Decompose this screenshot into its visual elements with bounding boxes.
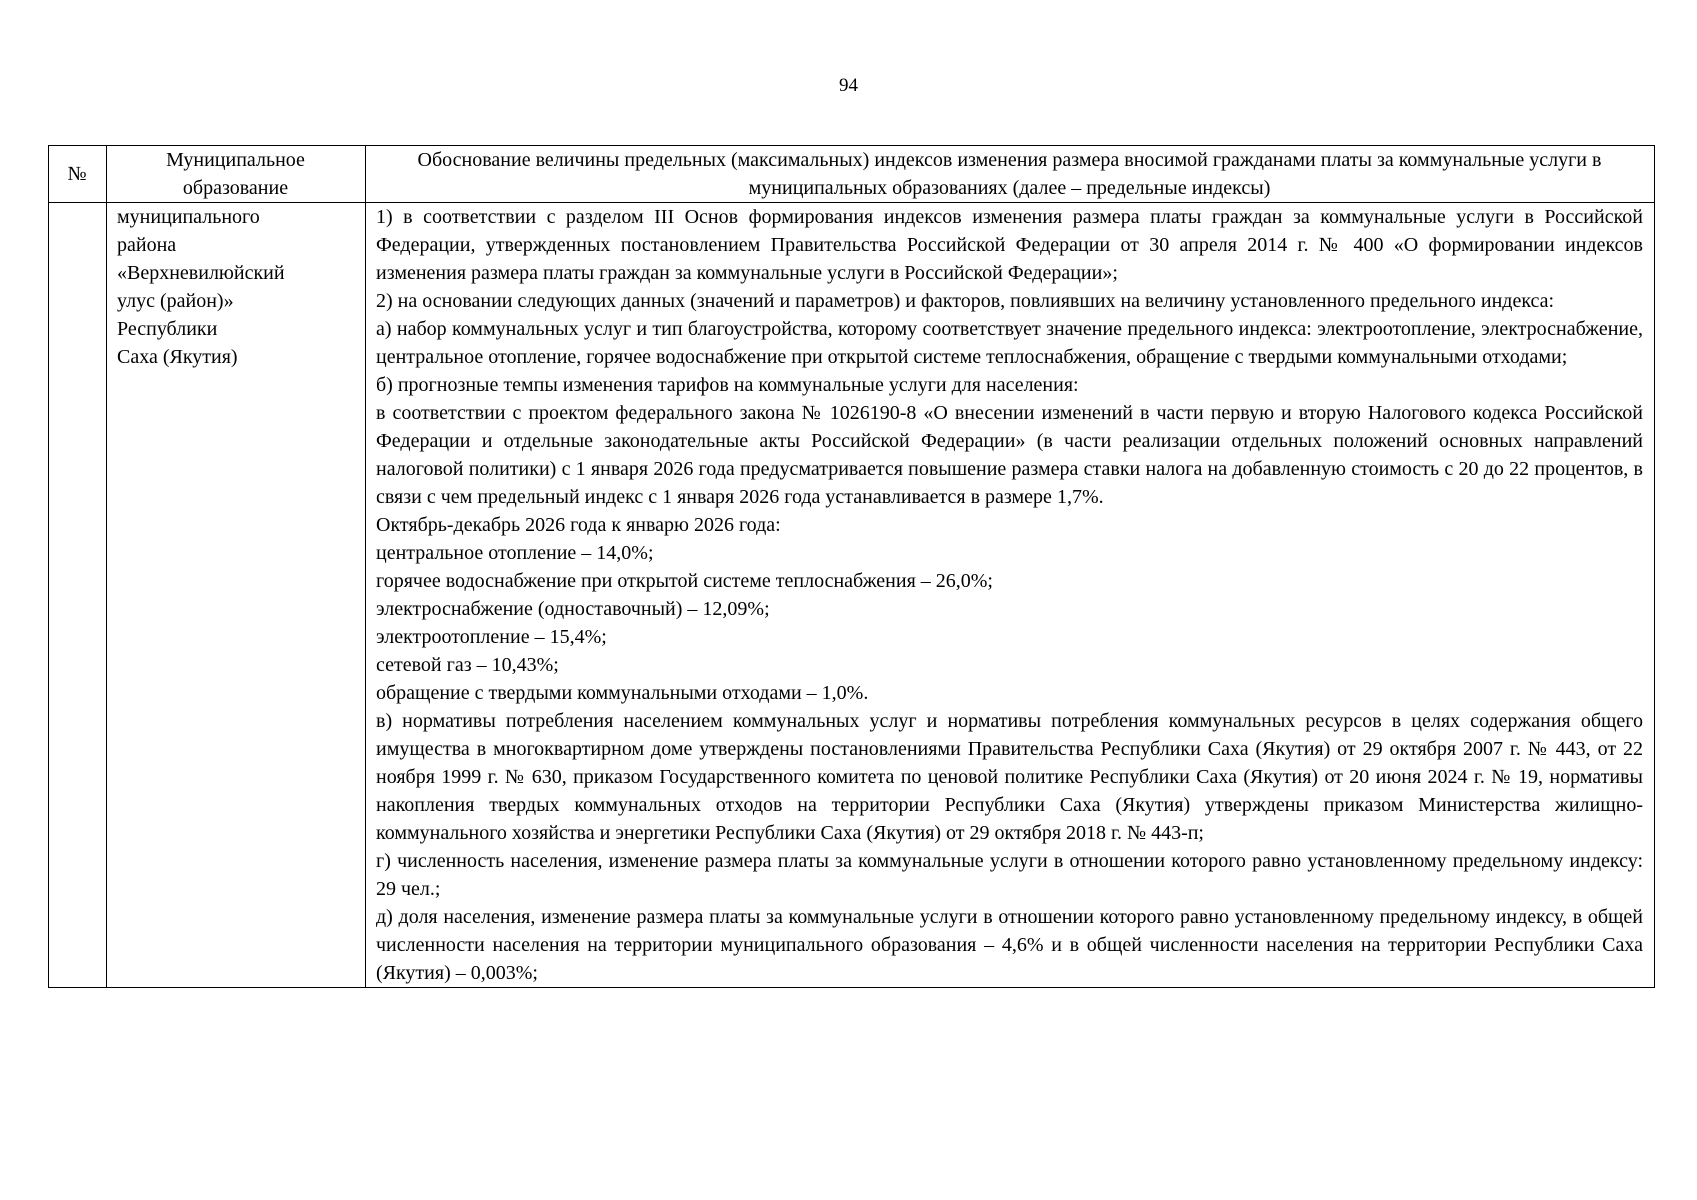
paragraph-period: Октябрь-декабрь 2026 года к январю 2026 года: bbox=[376, 514, 781, 536]
row-number-cell bbox=[49, 203, 107, 988]
header-number: № bbox=[49, 146, 107, 203]
table-row bbox=[49, 203, 1655, 988]
justification-cell bbox=[366, 203, 1655, 988]
table-header-row bbox=[49, 146, 1655, 203]
header-justification: Обоснование величины предельных (максимальных) индексов изменения размера вносимой гражданами платы за коммунальные услуги в муниципальных образованиях (далее – предельные индексы) bbox=[366, 146, 1655, 203]
paragraph-population-count: г) численность населения, изменение размера платы за коммунальные услуги в отношении которого равно установленному предельному индексу: 29 чел.; bbox=[376, 850, 1643, 900]
header-municipality: Муниципальное образование bbox=[107, 146, 366, 203]
municipality-line: муниципального bbox=[117, 206, 260, 228]
paragraph-services-set: а) набор коммунальных услуг и тип благоустройства, которому соответствует значение предельного индекса: электроотопление, электроснабжение, центральное отопление, горячее водоснабжение при открытой системе теплоснабжения, обращение с твердыми коммунальными отходами; bbox=[376, 318, 1643, 368]
rate-electric-heating: электроотопление – 15,4%; bbox=[376, 626, 607, 648]
paragraph-consumption-norms: в) нормативы потребления населением коммунальных услуг и нормативы потребления коммунальных ресурсов в целях содержания общего имущества в многоквартирном доме утверждены постановлениями Правительства Республики Саха (Якутия) от 29 октября 2007 г. № 443, от 22 ноября 1999 г. № 630, приказом Государственного комитета по ценовой политике Республики Саха (Якутия) от 20 июня 2024 г. № 19, нормативы накопления твердых коммунальных отходов на территории Республики Саха (Якутия) утверждены приказом Министерства жилищно-коммунального хозяйства и энергетики Республики Саха (Якутия) от 29 октября 2018 г. № 443-п; bbox=[376, 710, 1643, 844]
municipality-line: Саха (Якутия) bbox=[117, 346, 238, 368]
rate-solid-waste: обращение с твердыми коммунальными отходами – 1,0%. bbox=[376, 682, 869, 704]
rate-central-heating: центральное отопление – 14,0%; bbox=[376, 542, 654, 564]
paragraph-tariff-forecast: б) прогнозные темпы изменения тарифов на коммунальные услуги для населения: bbox=[376, 374, 1079, 396]
paragraph-population-share: д) доля населения, изменение размера платы за коммунальные услуги в отношении которого равно установленному предельному индексу, в общей численности населения на территории муниципального образования – 4,6% и в общей численности населения на территории Республики Саха (Якутия) – 0,003%; bbox=[376, 906, 1643, 984]
rate-hot-water: горячее водоснабжение при открытой системе теплоснабжения – 26,0%; bbox=[376, 570, 993, 592]
justification-table bbox=[48, 145, 1655, 988]
municipality-line: улус (район)» bbox=[117, 290, 234, 312]
municipality-line: района bbox=[117, 234, 177, 256]
table-header bbox=[49, 146, 1655, 203]
municipality-line: «Верхневилюйский bbox=[117, 262, 285, 284]
municipality-cell bbox=[107, 203, 366, 988]
municipality-line: Республики bbox=[117, 318, 218, 340]
rate-network-gas: сетевой газ – 10,43%; bbox=[376, 654, 559, 676]
page-number: 94 bbox=[839, 75, 858, 96]
paragraph-legal-basis: 1) в соответствии с разделом III Основ формирования индексов изменения размера платы граждан за коммунальные услуги в Российской Федерации, утвержденных постановлением Правительства Российской Федерации от 30 апреля 2014 г. № 400 «О формировании индексов изменения размера платы граждан за коммунальные услуги в Российской Федерации»; bbox=[376, 206, 1643, 284]
rate-electricity: электроснабжение (одноставочный) – 12,09%; bbox=[376, 598, 770, 620]
paragraph-vat-law: в соответствии с проектом федерального закона № 1026190-8 «О внесении изменений в части первую и вторую Налогового кодекса Российской Федерации и отдельные законодательные акты Российской Федерации» (в части реализации отдельных положений основных направлений налоговой политики) с 1 января 2026 года предусматривается повышение размера ставки налога на добавленную стоимость с 20 до 22 процентов, в связи с чем предельный индекс с 1 января 2026 года устанавливается в размере 1,7%. bbox=[376, 402, 1643, 508]
paragraph-data-basis: 2) на основании следующих данных (значений и параметров) и факторов, повлиявших на величину установленного предельного индекса: bbox=[376, 290, 1555, 312]
